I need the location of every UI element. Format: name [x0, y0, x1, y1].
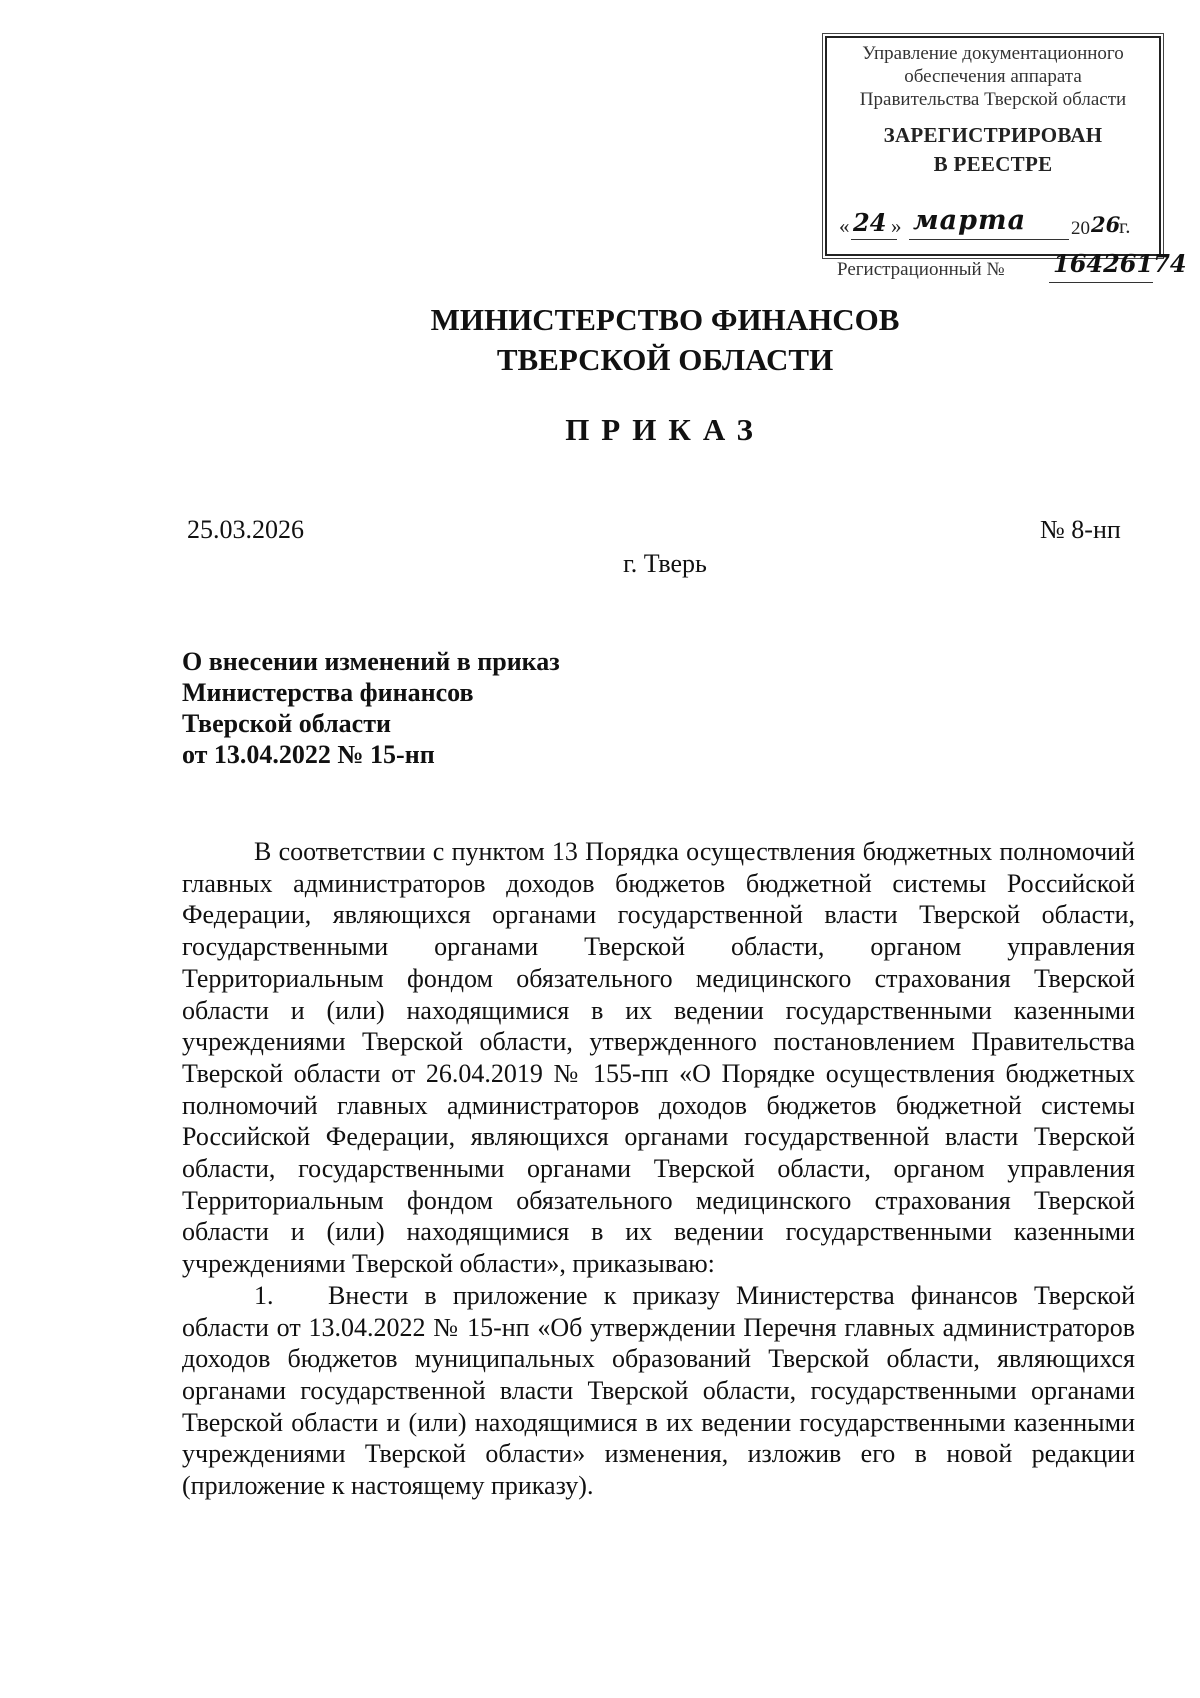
- stamp-registered-line: ЗАРЕГИСТРИРОВАН: [883, 123, 1103, 147]
- stamp-org-line: Управление документационного: [862, 43, 1124, 64]
- order-item-number: 1.: [254, 1280, 274, 1310]
- stamp-month-underline: [909, 239, 1069, 240]
- document-type: ПРИКАЗ: [565, 412, 765, 447]
- subject-line: О внесении изменений в приказ: [182, 647, 560, 676]
- stamp-organization: [827, 38, 1159, 111]
- stamp-reg-number: 16426174: [1053, 249, 1187, 278]
- document-subject: [182, 646, 782, 770]
- stamp-registered-line: В РЕЕСТРЕ: [933, 152, 1053, 176]
- document-city: г. Тверь: [623, 549, 707, 578]
- document-body: [182, 836, 1135, 1502]
- subject-line: Министерства финансов: [182, 678, 474, 707]
- preamble-paragraph: В соответствии с пунктом 13 Порядка осуществления бюджетных полномочий главных администраторов доходов бюджетов бюджетной системы Российской Федерации, являющихся органами государственной власти Тверской области, государственными органами Тверской области, органом управления Территориальным фондом обязательного медицинского страхования Тверской области и (или) находящимися в их ведении государственными казенными учреждениями Тверской области, утвержденного постановлением Правительства Тверской области от 26.04.2019 № 155-пп «О Порядке осуществления бюджетных полномочий главных администраторов доходов бюджетов бюджетной системы Российской Федерации, являющихся органами государственной власти Тверской области, государственными органами Тверской области, органом управления Территориальным фондом обязательного медицинского страхования Тверской области и (или) находящимися в их ведении государственными казенными учреждениями Тверской области», приказываю:: [182, 837, 1135, 1279]
- document-date: 25.03.2026: [187, 515, 304, 544]
- subject-line: Тверской области: [182, 709, 391, 738]
- stamp-org-line: Правительства Тверской области: [859, 89, 1127, 110]
- stamp-date-year: 26: [1091, 212, 1121, 237]
- stamp-day-underline: [851, 239, 897, 240]
- order-item-1: [182, 1280, 1135, 1502]
- subject-line: от 13.04.2022 № 15-нп: [182, 740, 435, 769]
- stamp-registered-title: [827, 121, 1159, 179]
- stamp-date-line: [839, 205, 1154, 241]
- document-number: № 8-нп: [1040, 515, 1121, 544]
- stamp-org-line: обеспечения аппарата: [904, 66, 1082, 87]
- ministry-title-line: ТВЕРСКОЙ ОБЛАСТИ: [496, 342, 834, 377]
- stamp-date-day: 24: [853, 208, 887, 237]
- stamp-registration-line: [837, 249, 1187, 282]
- registration-stamp: [825, 36, 1187, 280]
- stamp-year-prefix: 20: [1071, 218, 1090, 239]
- stamp-quote-open: «: [839, 214, 850, 238]
- stamp-reg-number-label: Регистрационный №: [837, 259, 1005, 280]
- order-item-text: Внести в приложение к приказу Министерства финансов Тверской области от 13.04.2022 № 15-нп «Об утверждении Перечня главных администраторов доходов бюджетов муниципальных образований Тверской области, являющихся органами государственной власти Тверской области, государственными органами Тверской области и (или) находящимися в их ведении государственными казенными учреждениями Тверской области» изменения, изложив его в новой редакции (приложение к настоящему приказу).: [182, 1280, 1135, 1501]
- stamp-date-month: марта: [913, 205, 1027, 236]
- ministry-title-line: МИНИСТЕРСТВО ФИНАНСОВ: [430, 302, 900, 337]
- stamp-quote-close: »: [891, 214, 902, 238]
- stamp-reg-underline: [1049, 282, 1153, 283]
- ministry-title: [0, 300, 1200, 380]
- stamp-year-abbr: г.: [1119, 214, 1131, 238]
